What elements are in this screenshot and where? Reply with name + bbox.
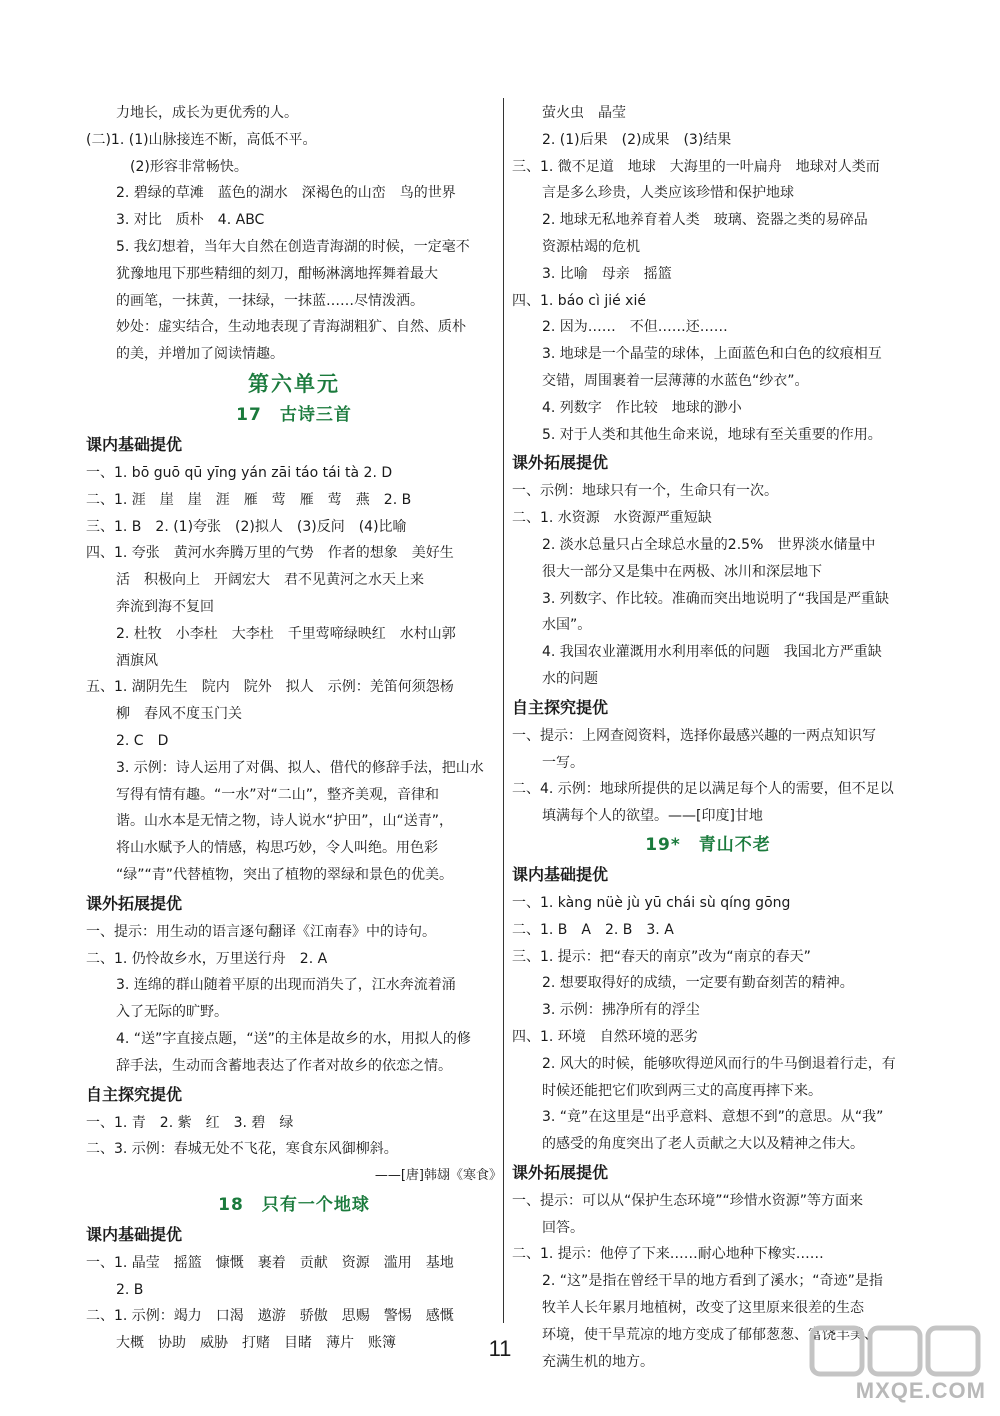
text-line: 很大一部分又是集中在两极、冰川和深层地下 <box>542 563 822 580</box>
section-heading: 课外拓展提优 <box>512 453 609 473</box>
watermark-icon <box>806 1320 986 1380</box>
text-line: 四、1. báo cì jié xié <box>512 292 646 309</box>
watermark-logo <box>806 1320 986 1404</box>
text-line: 2. 地球无私地养育着人类 玻璃、瓷器之类的易碎品 <box>542 212 868 229</box>
text-line: 四、1. 夸张 黄河水奔腾万里的气势 作者的想象 美好生 <box>86 545 454 562</box>
text-line: 2. “这”是指在曾经干旱的地方看到了溪水；“奇迹”是指 <box>542 1273 883 1290</box>
text-line: 2. 风大的时候，能够吹得逆风而行的牛马倒退着行走，有 <box>542 1055 896 1072</box>
text-line: 二、1. 示例：竭力 口渴 遨游 骄傲 思赐 警惕 感慨 <box>86 1308 454 1325</box>
text-line: 水的问题 <box>542 670 598 687</box>
text-line: 一、1. bō guō qū yīng yán zāi táo tái tà 2. D <box>86 464 393 481</box>
text-line: 一、提示：可以从“保护生态环境”“珍惜水资源”等方面来 <box>512 1192 864 1209</box>
section-heading: 自主探究提优 <box>512 697 609 717</box>
text-line: 一、提示：用生动的语言逐句翻译《江南春》中的诗句。 <box>86 923 436 940</box>
section-heading: 自主探究提优 <box>86 1084 183 1104</box>
text-line: 活 积极向上 开阔宏大 君不见黄河之水天上来 <box>116 572 424 589</box>
column-divider <box>503 98 504 1323</box>
text-line: 3. 地球是一个晶莹的球体，上面蓝色和白色的纹痕相互 <box>542 346 882 363</box>
text-line: 时候还能把它们吹到两三丈的高度再摔下来。 <box>542 1082 822 1099</box>
text-line: 二、1. 仍怜故乡水，万里送行舟 2. A <box>86 950 328 967</box>
text-line: “绿”“青”代替植物，突出了植物的翠绿和景色的优美。 <box>116 866 454 883</box>
text-line: 3. 示例：诗人运用了对偶、拟人、借代的修辞手法，把山水 <box>116 759 484 776</box>
text-line: 5. 我幻想着，当年大自然在创造青海湖的时候，一定毫不 <box>116 238 470 255</box>
text-line: 2. B <box>116 1281 144 1298</box>
text-line: 犹豫地甩下那些精细的刻刀，酣畅淋漓地挥舞着最大 <box>116 265 438 282</box>
text-line: 资源枯竭的危机 <box>542 238 640 255</box>
text-line: 3. 对比 质朴 4. ABC <box>116 212 265 229</box>
text-line: 力地长，成长为更优秀的人。 <box>116 105 298 121</box>
section-heading: 课外拓展提优 <box>86 893 183 913</box>
text-line: 牧羊人长年累月地植树，改变了这里原来很差的生态 <box>542 1300 864 1317</box>
text-line: 回答。 <box>542 1219 584 1236</box>
text-line: 2. 杜牧 小李杜 大李杜 千里莺啼绿映红 水村山郭 <box>116 625 456 642</box>
text-line: 2. C D <box>116 732 169 749</box>
text-line: 入了无际的旷野。 <box>116 1004 228 1021</box>
text-line: 二、3. 示例：春城无处不飞花，寒食东风御柳斜。 <box>86 1141 398 1158</box>
text-line: 谐。山水本是无情之物，诗人说水“护田”，山“送青”， <box>116 813 454 830</box>
text-line: 3. “竟”在这里是“出乎意料、意想不到”的意思。从“我” <box>542 1109 884 1126</box>
text-line: 一、提示：上网查阅资料，选择你最感兴趣的一两点知识写 <box>512 727 876 744</box>
section-heading: 课内基础提优 <box>512 864 609 884</box>
text-line: 一、1. 晶莹 摇篮 慷慨 裹着 贡献 资源 滥用 基地 <box>86 1254 454 1271</box>
text-line: 2. 想要取得好的成绩，一定要有勤奋刻苦的精神。 <box>542 975 854 992</box>
text-line: 一、1. kàng nüè jù yū chái sù qíng gōng <box>512 894 791 911</box>
text-line: 填满每个人的欲望。——[印度]甘地 <box>542 808 763 825</box>
text-line: 柳 春风不度玉门关 <box>116 706 242 723</box>
text-line: 2. 碧绿的草滩 蓝色的湖水 深褐色的山峦 鸟的世界 <box>116 185 456 202</box>
text-line: 2. 因为…… 不但……还…… <box>542 319 728 336</box>
citation-line: ——[唐]韩翃《寒食》 <box>374 1168 502 1184</box>
section-heading: 课内基础提优 <box>86 434 183 454</box>
text-line: 4. 我国农业灌溉用水利用率低的问题 我国北方严重缺 <box>542 644 882 661</box>
lesson-title: 18 只有一个地球 <box>218 1194 370 1215</box>
page-number: 11 <box>488 1336 512 1361</box>
text-line: 大概 协助 威胁 打赌 目睹 薄片 账簿 <box>116 1335 396 1352</box>
text-line: 3. 比喻 母亲 摇篮 <box>542 265 672 282</box>
text-line: 二、1. B A 2. B 3. A <box>512 921 674 938</box>
text-line: 三、1. 微不足道 地球 大海里的一叶扁舟 地球对人类而 <box>512 158 880 175</box>
text-line: (二)1. (1)山脉接连不断，高低不平。 <box>86 131 317 148</box>
text-line: (2)形容非常畅快。 <box>130 158 248 175</box>
text-line: 萤火虫 晶莹 <box>542 105 626 121</box>
text-line: 的画笔，一抹黄，一抹绿，一抹蓝……尽情泼洒。 <box>116 292 424 309</box>
unit-title: 第六单元 <box>248 371 340 396</box>
text-line: 将山水赋予人的情感，构思巧妙，令人叫绝。用色彩 <box>116 840 438 857</box>
text-line: 水国”。 <box>542 617 592 634</box>
text-line: 2. 淡水总量只占全球总水量的2.5% 世界淡水储量中 <box>542 536 876 553</box>
watermark-text: MXQE.COM <box>855 1378 986 1403</box>
text-line: 的美，并增加了阅读情趣。 <box>116 346 284 363</box>
text-line: 3. 列数字、作比较。准确而突出地说明了“我国是严重缺 <box>542 590 890 607</box>
right-column <box>512 100 904 1375</box>
lesson-title: 17 古诗三首 <box>236 404 352 425</box>
text-line: 三、1. B 2. (1)夸张 (2)拟人 (3)反问 (4)比喻 <box>86 518 407 535</box>
text-line: 二、4. 示例：地球所提供的足以满足每个人的需要，但不足以 <box>512 781 894 798</box>
left-column <box>86 100 502 1357</box>
section-heading: 课外拓展提优 <box>512 1162 609 1182</box>
text-line: 辞手法，生动而含蓄地表达了作者对故乡的依恋之情。 <box>116 1057 452 1074</box>
text-line: 环境，使干旱荒凉的地方变成了郁郁葱葱、富饶丰美、 <box>542 1326 878 1343</box>
text-line: 4. 列数字 作比较 地球的渺小 <box>542 399 742 416</box>
text-line: 一、示例：地球只有一个，生命只有一次。 <box>512 483 778 500</box>
text-line: 3. 连绵的群山随着平原的出现而消失了，江水奔流着涌 <box>116 977 456 994</box>
text-line: 一写。 <box>542 754 584 771</box>
text-line: 二、1. 提示：他停了下来……耐心地种下橡实…… <box>512 1246 824 1263</box>
text-line: 2. (1)后果 (2)成果 (3)结果 <box>542 131 732 148</box>
text-line: 妙处：虚实结合，生动地表现了青海湖粗犷、自然、质朴 <box>116 319 466 336</box>
text-line: 3. 示例：拂净所有的浮尘 <box>542 1002 700 1019</box>
text-line: 一、1. 青 2. 紫 红 3. 碧 绿 <box>86 1114 294 1131</box>
text-line: 二、1. 涯 崖 崖 涯 雁 莺 雁 莺 燕 2. B <box>86 491 412 508</box>
text-line: 4. “送”字直接点题，“送”的主体是故乡的水，用拟人的修 <box>116 1030 471 1047</box>
text-line: 奔流到海不复回 <box>116 598 214 615</box>
text-line: 充满生机的地方。 <box>542 1353 654 1370</box>
lesson-title: 19* 青山不老 <box>645 834 771 855</box>
text-line: 四、1. 环境 自然环境的恶劣 <box>512 1028 698 1045</box>
text-line: 五、1. 湖阴先生 院内 院外 拟人 示例：羌笛何须怨杨 <box>86 679 454 696</box>
text-line: 交错，周围裹着一层薄薄的水蓝色“纱衣”。 <box>542 372 809 389</box>
text-line: 酒旗风 <box>116 652 158 669</box>
text-line: 言是多么珍贵，人类应该珍惜和保护地球 <box>542 185 794 202</box>
text-line: 二、1. 水资源 水资源严重短缺 <box>512 510 712 527</box>
text-line: 的感受的角度突出了老人贡献之大以及精神之伟大。 <box>542 1136 864 1153</box>
text-line: 5. 对于人类和其他生命来说，地球有至关重要的作用。 <box>542 426 882 443</box>
text-line: 写得有情有趣。“一水”对“二山”，整齐美观，音律和 <box>116 786 440 803</box>
text-line: 三、1. 提示：把“春天的南京”改为“南京的春天” <box>512 948 811 965</box>
section-heading: 课内基础提优 <box>86 1224 183 1244</box>
